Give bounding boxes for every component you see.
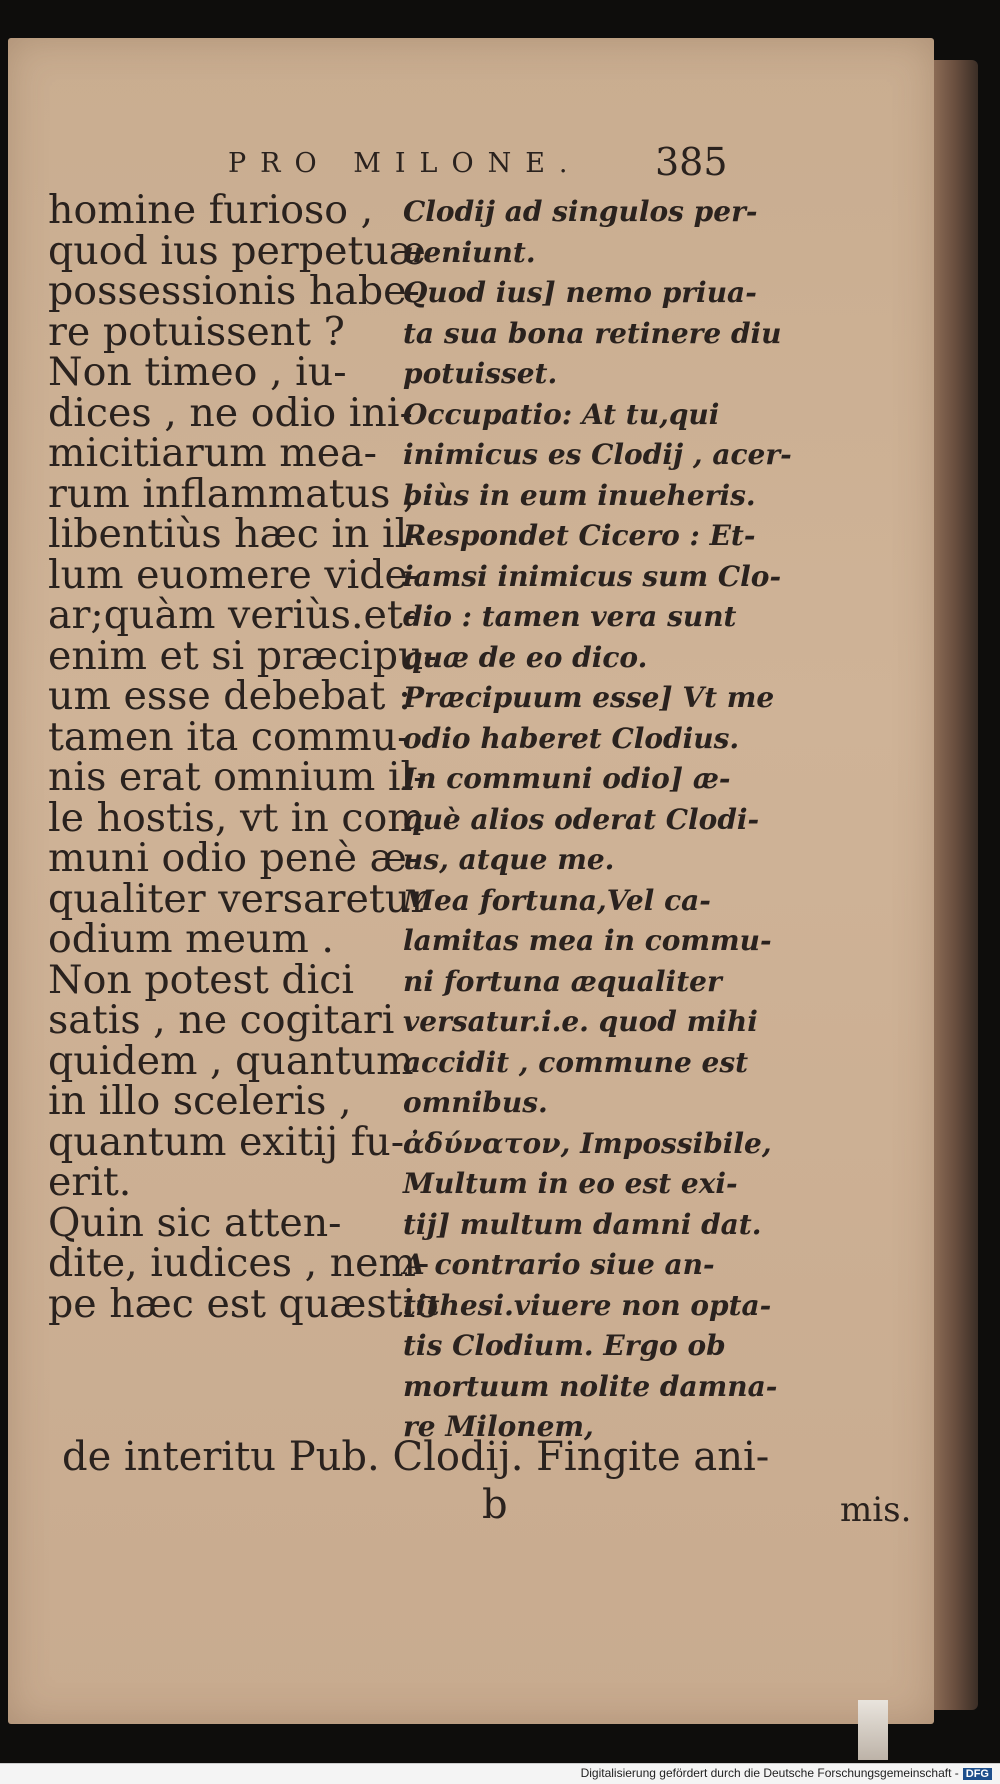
- main-line: dite, iudices , nem-: [48, 1240, 430, 1286]
- gloss-line: tij] multum damni dat.: [403, 1207, 762, 1241]
- main-line: pe hæc est quæstio: [48, 1280, 439, 1327]
- gloss-line: accidit , commune est: [403, 1045, 749, 1079]
- gloss-line: A contrario siue an-: [403, 1248, 715, 1281]
- main-line: ar;quàm veriùs.et-: [48, 592, 417, 638]
- gloss-line: versatur.i.e. quod mihi: [403, 1005, 758, 1038]
- page-edge: [934, 60, 978, 1710]
- gloss-line: Multum in eo est exi-: [403, 1167, 738, 1200]
- gloss-line: potuisset.: [403, 357, 558, 390]
- digitization-footer: [0, 1763, 1000, 1784]
- gloss-line: què alios oderat Clodi-: [403, 802, 760, 836]
- main-line: possessionis habe-: [48, 268, 420, 314]
- main-line: micitiarum mea-: [48, 430, 377, 476]
- main-line: Non timeo , iu-: [48, 349, 347, 395]
- gloss-line: dio : tamen vera sunt: [403, 600, 737, 633]
- gloss-line: Occupatio: At tu,qui: [403, 397, 720, 431]
- main-line: erit.: [48, 1159, 132, 1205]
- main-line: re potuissent ?: [48, 308, 345, 355]
- gloss-line: lamitas mea in commu-: [403, 924, 772, 957]
- gloss-line: tithesi.viuere non opta-: [403, 1288, 772, 1322]
- dfg-logo: DFG: [963, 1768, 992, 1780]
- main-line: odium meum .: [48, 916, 334, 962]
- gloss-line: In communi odio] æ-: [403, 762, 731, 795]
- main-line: quidem , quantum: [48, 1037, 414, 1084]
- bookmark-ribbon: [858, 1700, 888, 1760]
- gloss-line: iamsi inimicus sum Clo-: [403, 559, 782, 593]
- main-line: in illo sceleris ,: [48, 1078, 352, 1124]
- gloss-line: Clodij ad singulos per-: [403, 195, 758, 228]
- main-text-column: [48, 187, 439, 1327]
- full-width-line: de interitu Pub. Clodij. Fingite ani-: [62, 1434, 770, 1480]
- gloss-line: ni fortuna æqualiter: [403, 964, 722, 998]
- catchword: mis.: [840, 1490, 912, 1530]
- gloss-line: ἀδύνατον, Impossibile,: [403, 1126, 772, 1160]
- gloss-line: Respondet Cicero : Et-: [403, 519, 756, 552]
- marginal-gloss-column: [403, 192, 792, 1448]
- gloss-line: biùs in eum inueheris.: [403, 478, 756, 512]
- gloss-line: quæ de eo dico.: [403, 640, 648, 674]
- gloss-line: Quod ius] nemo priua-: [403, 276, 757, 309]
- main-line: libentiùs hæc in il-: [48, 511, 421, 557]
- footer-credit: Digitalisierung gefördert durch die Deutsche Forschungsgemeinschaft -: [580, 1766, 959, 1780]
- gloss-line: us, atque me.: [403, 843, 615, 876]
- gloss-line: odio haberet Clodius.: [403, 721, 740, 755]
- gloss-line: inimicus es Clodij , acer-: [403, 438, 792, 471]
- main-line: homine furioso ,: [48, 187, 374, 233]
- gloss-line: re Milonem,: [403, 1410, 594, 1443]
- main-line: tamen ita commu-: [48, 713, 411, 760]
- main-line: um esse debebat :: [48, 673, 412, 719]
- main-line: Quin sic atten-: [48, 1199, 342, 1246]
- main-line: quantum exitij fu-: [48, 1118, 405, 1165]
- main-line: nis erat omnium il-: [48, 754, 427, 800]
- gloss-line: Præcipuum esse] Vt me: [403, 681, 775, 714]
- gloss-line: tis Clodium. Ergo ob: [403, 1329, 726, 1362]
- main-line: Non potest dici: [48, 956, 355, 1003]
- gloss-line: ta sua bona retinere diu: [403, 316, 782, 350]
- running-title: PRO MILONE.: [228, 148, 582, 179]
- main-line: le hostis, vt in com: [48, 794, 425, 841]
- main-line: qualiter versaretur: [48, 875, 430, 922]
- signature-mark: b: [482, 1482, 508, 1528]
- main-line: rum inflammatus ,: [48, 470, 416, 517]
- main-line: enim et si præcipu-: [48, 632, 437, 679]
- main-line: lum euomere vide-: [48, 551, 422, 598]
- gloss-line: mortuum nolite damna-: [403, 1369, 778, 1403]
- page-number: 385: [655, 140, 728, 184]
- gloss-line: Mea fortuna,Vel ca-: [403, 883, 711, 917]
- main-line: satis , ne cogitari: [48, 997, 395, 1043]
- main-line: quod ius perpetuæ: [48, 227, 426, 274]
- main-line: muni odio penè æ-: [48, 835, 421, 881]
- gloss-line: ueniunt.: [403, 235, 536, 269]
- footer-credit-wrap: [581, 1766, 992, 1780]
- gloss-line: omnibus.: [403, 1086, 548, 1119]
- main-line: dices , ne odio ini-: [48, 389, 413, 436]
